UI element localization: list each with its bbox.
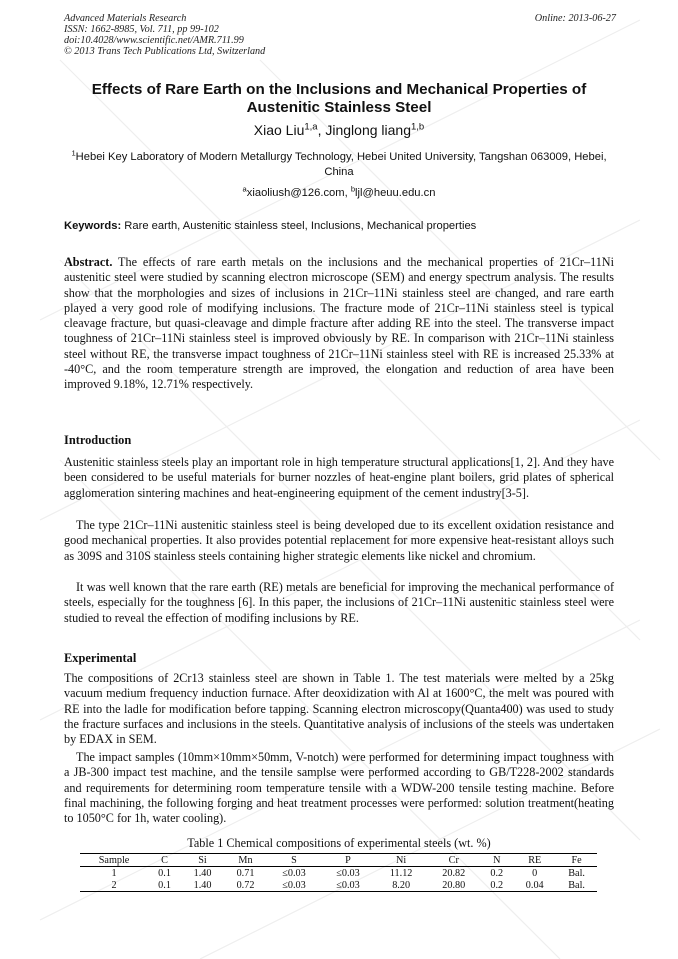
- journal-copyright: © 2013 Trans Tech Publications Ltd, Switzerland: [64, 46, 266, 57]
- table-cell: 1.40: [181, 879, 224, 892]
- table-cell: 0.72: [224, 879, 267, 892]
- table-header-row: [80, 854, 597, 867]
- author-name: Xiao Liu: [253, 122, 305, 138]
- table-cell: 0.2: [480, 879, 513, 892]
- column-header: S: [267, 854, 321, 867]
- column-header: RE: [513, 854, 556, 867]
- abstract-text: The effects of rare earth metals on the inclusions and the mechanical properties of 21Cr–11Ni austenitic steel were studied by scanning electron microscope (SEM) and energy spectrum analysis. The results show that the morphologies and sizes of inclusions in 21Cr–11Ni stainless steel are changed, and rare earth played a very good role of modifying inclusions. The fracture mode of 21Cr–11Ni stainless steel is typical cleavage fracture, but quasi-cleavage and dimple fracture after adding RE into the steel. The transverse impact toughness of 21Cr–11Ni stainless steel is improved obviously by RE. In comparison with 21Cr–11Ni stainless steel without RE, the transverse impact toughness of 21Cr–11Ni stainless steel with RE is increased 25.33% at -40°C, and the room temperature strength are improved, the elongation and reduction of area have been improved 9.18%, 12.71% respectively.: [64, 255, 614, 392]
- table-row: [80, 867, 597, 880]
- table-cell: ≤0.03: [282, 867, 306, 879]
- table-cell: 2: [80, 879, 148, 892]
- keywords-text: Rare earth, Austenitic stainless steel, Inclusions, Mechanical properties: [121, 220, 477, 232]
- column-header: Mn: [224, 854, 267, 867]
- email-separator: ,: [344, 187, 351, 199]
- email-link[interactable]: ljl@heuu.edu.cn: [355, 187, 436, 199]
- paper-title: Effects of Rare Earth on the Inclusions and Mechanical Properties of Austenitic Stainless Steel: [91, 81, 587, 116]
- table-row: [80, 879, 597, 892]
- table-cell: ≤0.03: [267, 879, 321, 892]
- column-header: Ni: [375, 854, 427, 867]
- composition-table: [80, 853, 597, 892]
- table-cell: 11.12: [389, 867, 413, 879]
- online-date: Online: 2013-06-27: [534, 13, 616, 24]
- intro-paragraph: Austenitic stainless steels play an important role in high temperature structural applications[1, 2]. And they have been considered to be useful materials for burner nozzles of heat-engine plant boilers, grid plates of spherical agglomeration sintering machines and heat-engineering equipment of the cement industry[3-5].: [64, 455, 614, 500]
- author-emails: [64, 184, 614, 199]
- column-header: N: [480, 854, 513, 867]
- author-separator: ,: [317, 122, 326, 138]
- table-cell: 20.80: [427, 879, 480, 892]
- column-header: C: [148, 854, 181, 867]
- author-name: Jinglong liang: [325, 122, 411, 138]
- column-header: Fe: [556, 854, 597, 867]
- email-superscript: b: [350, 184, 356, 194]
- table-cell: 1.40: [193, 867, 212, 879]
- author-superscript: 1,b: [411, 121, 425, 133]
- author-list: [64, 122, 614, 138]
- table-cell: 20.82: [442, 867, 466, 879]
- abstract-label: Abstract.: [64, 255, 113, 269]
- table-cell: 0.2: [490, 867, 504, 879]
- table-cell: 8.20: [375, 879, 427, 892]
- column-header: P: [321, 854, 375, 867]
- section-heading-experimental: Experimental: [64, 651, 137, 665]
- table-cell: 0.1: [148, 879, 181, 892]
- intro-paragraph: It was well known that the rare earth (RE) metals are beneficial for improving the mechanical performance of steels, especially for the toughness [6]. In this paper, the inclusions of 21Cr–11Ni austenitic stainless steel were studied to reveal the effection of modifing inclusions by RE.: [64, 580, 614, 625]
- column-header: Sample: [80, 854, 148, 867]
- table-caption: Table 1 Chemical compositions of experimental steels (wt. %): [187, 836, 491, 850]
- section-heading-introduction: Introduction: [64, 433, 132, 447]
- email-link[interactable]: xiaoliush@126.com: [246, 187, 345, 199]
- table-cell: 0.71: [236, 867, 255, 879]
- intro-paragraph: The type 21Cr–11Ni austenitic stainless steel is being developed due to its excellent oxidation resistance and good mechanical properties. It also provides potential replacement for more expensive heat-resistant alloys such as 309S and 310S stainless steels containing higher strategic elements like nickel and chromium.: [64, 518, 614, 563]
- column-header: Si: [181, 854, 224, 867]
- journal-issn: ISSN: 1662-8985, Vol. 711, pp 99-102: [64, 24, 219, 35]
- table-cell: ≤0.03: [336, 867, 360, 879]
- table-cell: 0: [532, 867, 538, 879]
- experimental-paragraph: The impact samples (10mm×10mm×50mm, V-notch) were performed for determining impact toughness with a JB-300 impact test machine, and the tensile samplse were performed according to GB/T228-2002 standards and requirements for determining room temperature tensile with a WDW-200 tensile testing machine. Before final machining, the following forging and heat treatment processes were performed: solution treatment(heating to 1050°C for 1h, water cooling).: [64, 750, 614, 826]
- email-superscript: a: [242, 184, 247, 194]
- experimental-paragraph: The compositions of 2Cr13 stainless steel are shown in Table 1. The test materials were melted by a 25kg vacuum medium frequency induction furnace. After deoxidization with Al at 1600°C, the melt was poured with RE into the ladle for modification before tapping. Scanning electron microscopy(Quanta400) was used to study the fracture surfaces and inclusions in the steels. Quantitative analysis of inclusions of the steels was undertaken by EDAX in SEM.: [64, 671, 614, 747]
- table-cell: Bal.: [556, 879, 597, 892]
- journal-header: [64, 13, 265, 57]
- affiliation-text: Hebei Key Laboratory of Modern Metallurgy Technology, Hebei United University, Tangshan 063009, Hebei, China: [75, 151, 607, 178]
- table-cell: 0.04: [513, 879, 556, 892]
- journal-name: Advanced Materials Research: [64, 13, 187, 24]
- keywords: [64, 220, 614, 232]
- table-cell: Bal.: [568, 867, 585, 879]
- affiliation-superscript: 1: [71, 148, 76, 158]
- author-superscript: 1,a: [304, 121, 318, 133]
- table-cell: 0.1: [158, 867, 171, 879]
- affiliation: [64, 150, 614, 180]
- table-cell: ≤0.03: [321, 879, 375, 892]
- journal-doi: doi:10.4028/www.scientific.net/AMR.711.99: [64, 35, 244, 46]
- table-cell: 1: [111, 867, 117, 879]
- keywords-label: Keywords:: [64, 220, 122, 232]
- abstract: [64, 255, 614, 393]
- column-header: Cr: [427, 854, 480, 867]
